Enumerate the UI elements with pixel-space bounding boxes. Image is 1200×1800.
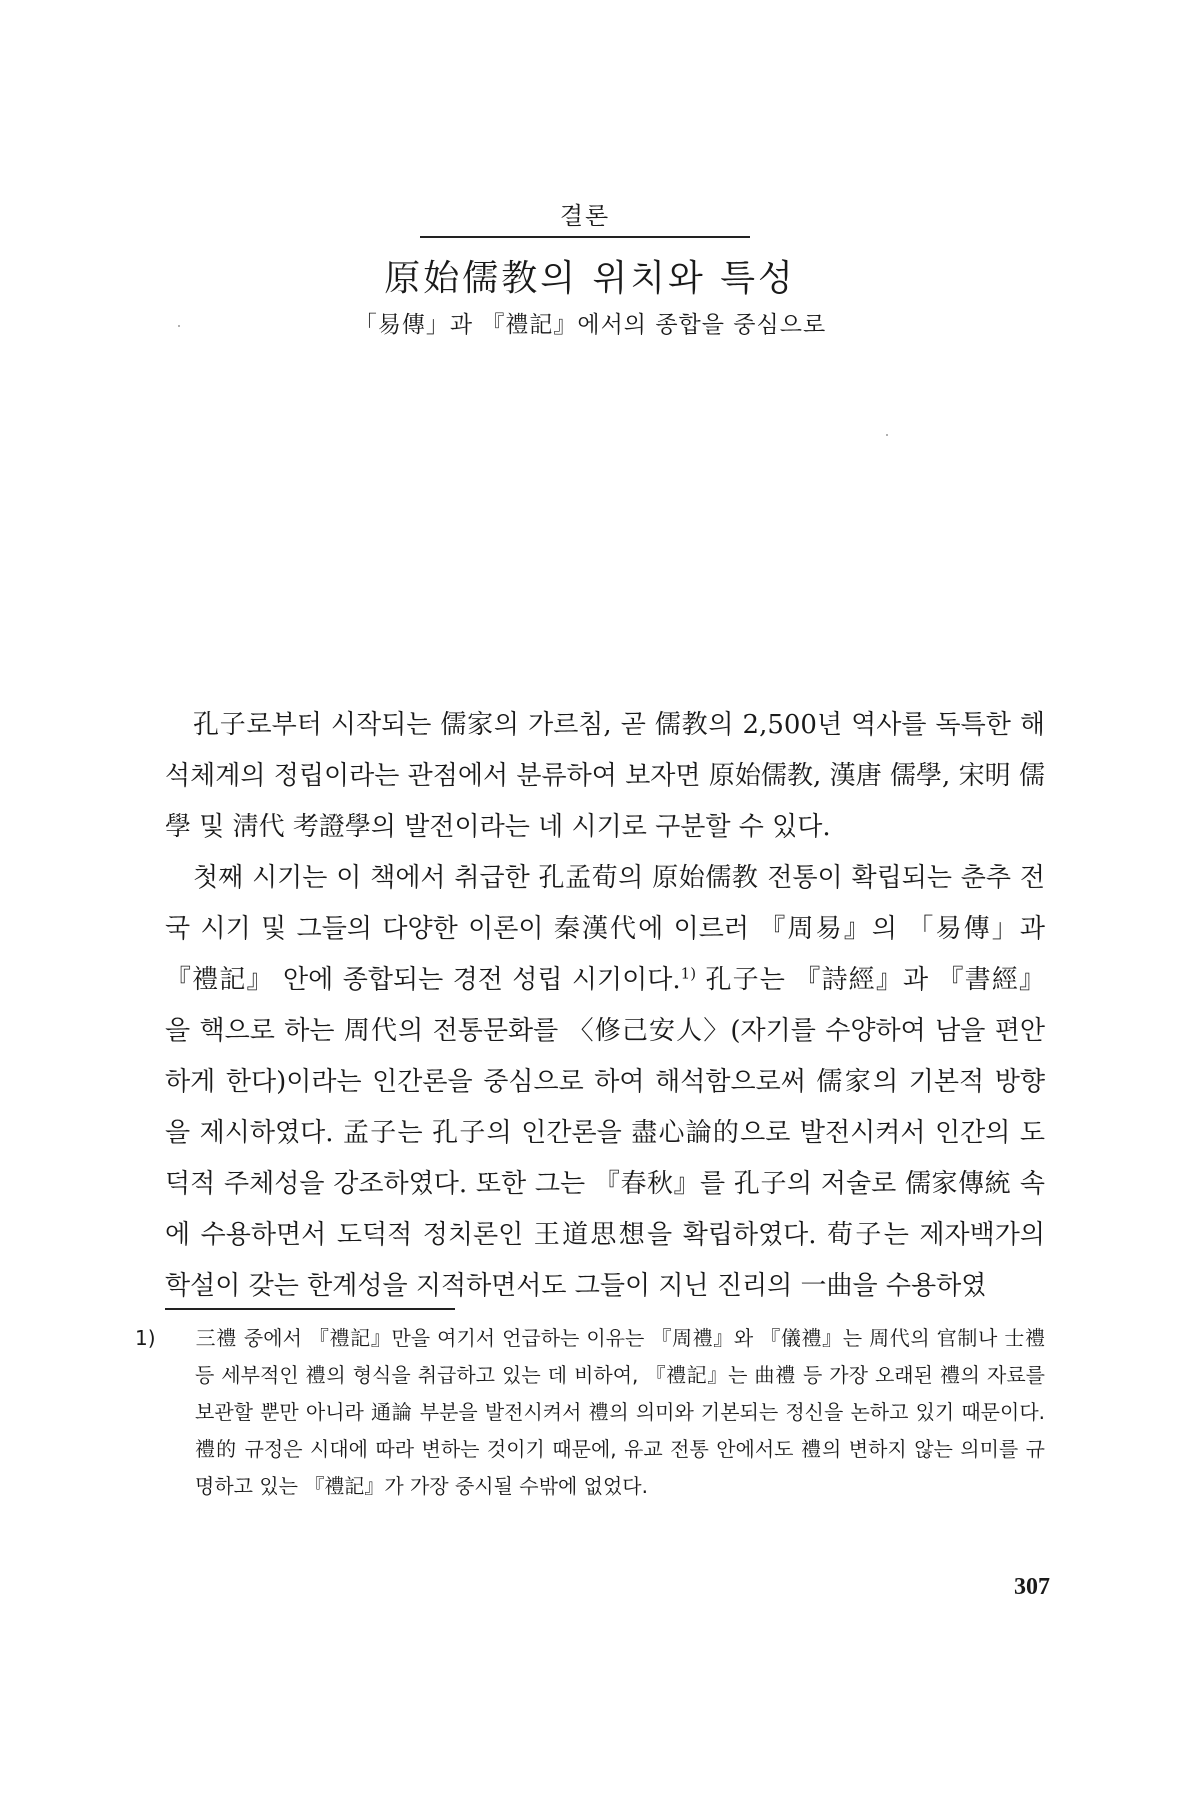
footnote-reference[interactable]: 1) [680,964,697,983]
title-rule [420,236,750,238]
body-paragraph-2-part-1: 첫째 시기는 이 책에서 취급한 孔孟荀의 原始儒教 전통이 확립되는 춘추 전국 시기 및 그들의 다양한 이론이 秦漢代에 이르러 『周易』의 「易傳」과 『禮記』 안에 종합되는 경전 성립 시기이다. [165,863,1045,995]
footnote [135,1320,1045,1505]
body-paragraph-2 [165,853,1045,1312]
scan-speck [886,434,888,436]
page-number: 307 [1014,1574,1050,1600]
footnote-item [135,1320,1045,1505]
footnote-number: 1) [135,1326,156,1350]
body-text [165,700,1045,1312]
footnote-rule [165,1308,455,1310]
body-paragraph-1: 孔子로부터 시작되는 儒家의 가르침, 곧 儒教의 2,500년 역사를 독특한 해석체계의 정립이라는 관점에서 분류하여 보자면 原始儒教, 漢唐 儒學, 宋明 儒學 및 淸代 考證學의 발전이라는 네 시기로 구분할 수 있다. [165,710,1045,842]
body-paragraph-2-part-2: 孔子는 『詩經』과 『書經』을 핵으로 하는 周代의 전통문화를 〈修己安人〉(자기를 수양하여 남을 편안하게 한다)이라는 인간론을 중심으로 하여 해석함으로써 儒家의 기본적 방향을 제시하였다. 孟子는 孔子의 인간론을 盡心論的으로 발전시켜서 인간의 도덕적 주체성을 강조하였다. 또한 그는 『春秋』를 孔子의 저술로 儒家傳統 속에 수용하면서 도덕적 정치론인 王道思想을 확립하였다. 荀子는 제자백가의 학설이 갖는 한계성을 지적하면서도 그들이 지닌 진리의 一曲을 수용하였 [165,965,1045,1301]
page-title: 原始儒教의 위치와 특성 [384,258,796,299]
page-subtitle: 「易傳」과 『禮記』에서의 종합을 중심으로 [353,312,827,338]
footnote-text: 三禮 중에서 『禮記』만을 여기서 언급하는 이유는 『周禮』와 『儀禮』는 周代의 官制나 士禮 등 세부적인 禮의 형식을 취급하고 있는 데 비하여, 『禮記』는 曲禮 등 가장 오래된 禮의 자료를 보관할 뿐만 아니라 通論 부분을 발전시켜서 禮의 의미와 기본되는 정신을 논하고 있기 때문이다. 禮的 규정은 시대에 따라 변하는 것이기 때문에, 유교 전통 안에서도 禮의 변하지 않는 의미를 규명하고 있는 『禮記』가 가장 중시될 수밖에 없었다. [195,1326,1045,1498]
scan-speck [178,325,180,327]
chapter-label: 결론 [559,202,611,230]
